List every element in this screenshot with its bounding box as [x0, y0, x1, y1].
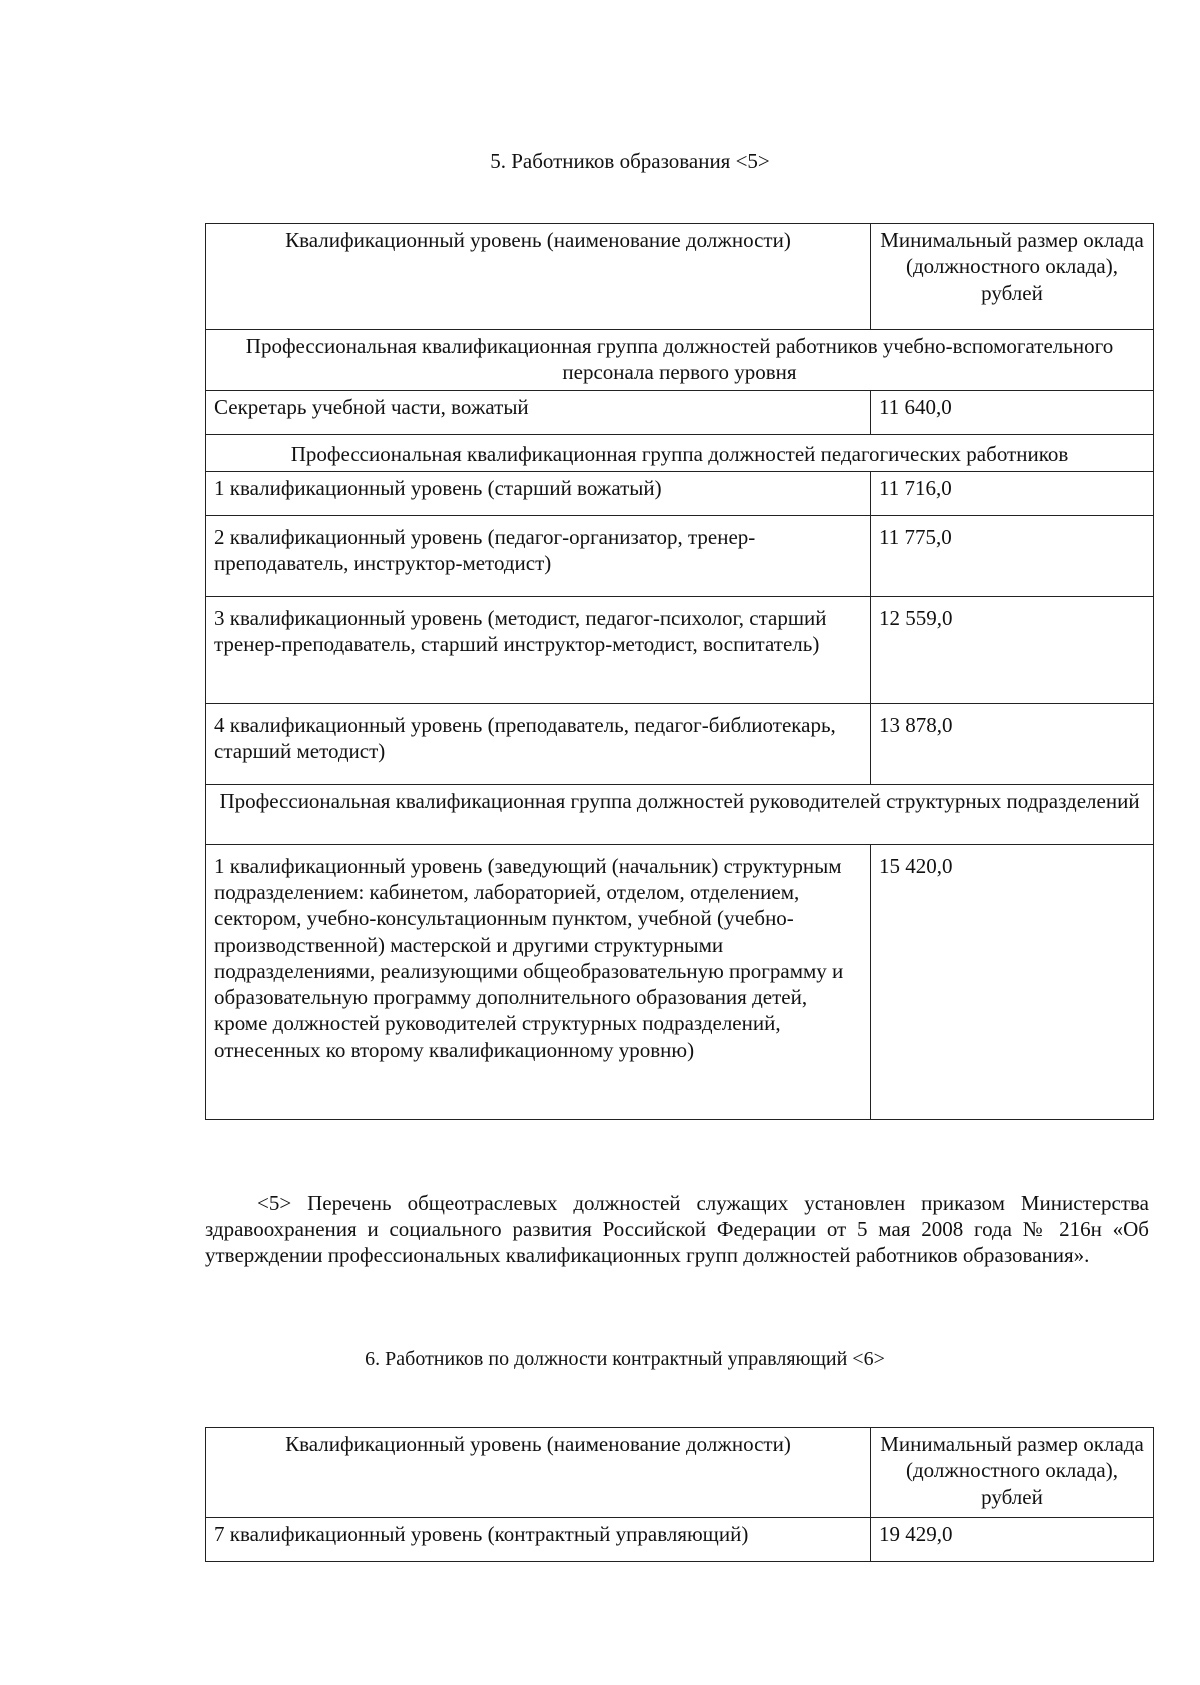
- table-row: [206, 515, 1154, 596]
- table-group-row: [206, 434, 1154, 471]
- section-5-heading: 5. Работников образования <5>: [490, 149, 770, 173]
- column-header-position: Квалификационный уровень (наименование должности): [206, 1428, 871, 1518]
- section-5-salary-table: [205, 223, 1154, 1120]
- group-title: Профессиональная квалификационная группа должностей работников учебно-вспомогательного персонала первого уровня: [206, 330, 1154, 391]
- table-group-row: [206, 784, 1154, 844]
- table-row: [206, 1518, 1154, 1562]
- table-header-row: [206, 1428, 1154, 1518]
- column-header-position: Квалификационный уровень (наименование должности): [206, 224, 871, 330]
- table-row: [206, 596, 1154, 703]
- salary-value: 11 775,0: [871, 515, 1154, 596]
- footnote-5: [205, 1190, 1149, 1268]
- position-name: 7 квалификационный уровень (контрактный управляющий): [206, 1518, 871, 1562]
- table-row: [206, 390, 1154, 434]
- table-group-row: [206, 330, 1154, 391]
- position-name: 4 квалификационный уровень (преподаватель, педагог-библиотекарь, старший методист): [206, 703, 871, 784]
- footnote-text: <5> Перечень общеотраслевых должностей служащих установлен приказом Министерства здравоохранения и социального развития Российской Федерации от 5 мая 2008 года № 216н «Об утверждении профессиональных квалификационных групп должностей работников образования».: [205, 1191, 1149, 1267]
- table-row: [206, 471, 1154, 515]
- section-6-salary-table: [205, 1427, 1154, 1562]
- section-6-heading: 6. Работников по должности контрактный управляющий <6>: [365, 1348, 885, 1370]
- column-header-min-salary: Минимальный размер оклада (должностного оклада), рублей: [871, 1428, 1154, 1518]
- salary-value: 13 878,0: [871, 703, 1154, 784]
- position-name: 3 квалификационный уровень (методист, педагог-психолог, старший тренер-преподаватель, старший инструктор-методист, воспитатель): [206, 596, 871, 703]
- position-name: 1 квалификационный уровень (заведующий (начальник) структурным подразделением: кабинетом, лабораторией, отделом, отделением, сектором, учебно-консультационным пунктом, учебной (учебно-производственной) мастерской и другими структурными подразделениями, реализующими общеобразовательную программу и образовательную программу дополнительного образования детей, кроме должностей руководителей структурных подразделений, отнесенных ко второму квалификационному уровню): [206, 844, 871, 1119]
- table-header-row: [206, 224, 1154, 330]
- salary-value: 12 559,0: [871, 596, 1154, 703]
- table-row: [206, 703, 1154, 784]
- position-name: 1 квалификационный уровень (старший вожатый): [206, 471, 871, 515]
- salary-value: 11 640,0: [871, 390, 1154, 434]
- position-name: Секретарь учебной части, вожатый: [206, 390, 871, 434]
- salary-value: 15 420,0: [871, 844, 1154, 1119]
- position-name: 2 квалификационный уровень (педагог-организатор, тренер-преподаватель, инструктор-методист): [206, 515, 871, 596]
- group-title: Профессиональная квалификационная группа должностей педагогических работников: [206, 434, 1154, 471]
- salary-value: 19 429,0: [871, 1518, 1154, 1562]
- column-header-min-salary: Минимальный размер оклада (должностного оклада), рублей: [871, 224, 1154, 330]
- table-row: [206, 844, 1154, 1119]
- salary-value: 11 716,0: [871, 471, 1154, 515]
- group-title: Профессиональная квалификационная группа должностей руководителей структурных подразделений: [206, 784, 1154, 844]
